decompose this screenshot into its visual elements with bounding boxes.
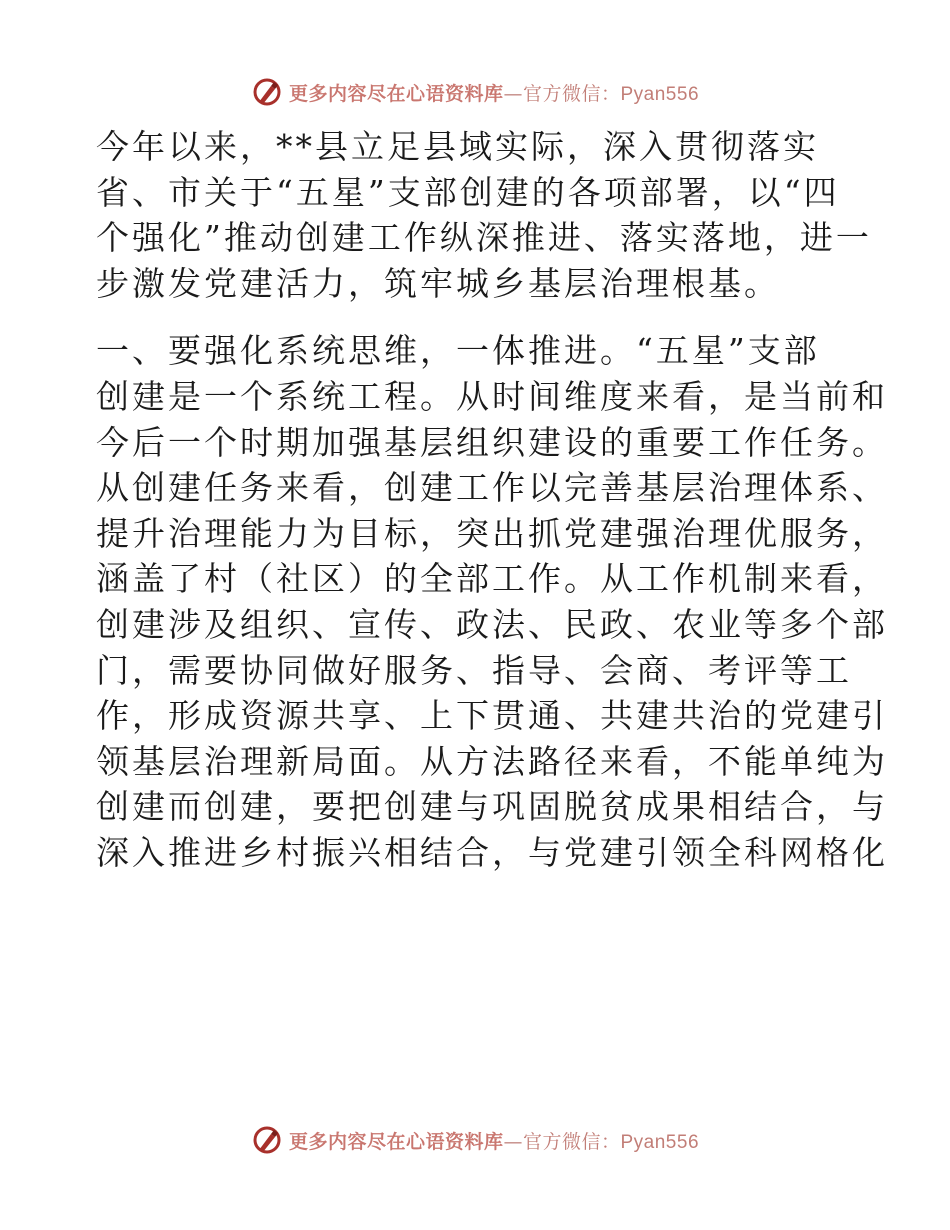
watermark-main: 更多内容尽在心语资料库: [288, 1130, 504, 1153]
text-line: 创建涉及组织、宣传、政法、民政、农业等多个部: [96, 604, 888, 644]
text-line: 今年以来，**县立足县域实际，深入贯彻落实: [96, 127, 819, 166]
header-watermark: [0, 72, 950, 112]
text-line: 一、要强化系统思维，一体推进。“五星”支部: [96, 331, 820, 371]
watermark-wechat-id: Pyan556: [620, 1131, 700, 1153]
text-line: 步激发党建活力，筑牢城乡基层治理根基。: [96, 263, 780, 303]
watermark-text: [289, 79, 699, 106]
watermark-main: 更多内容尽在心语资料库: [288, 82, 504, 105]
text-line: 创建是一个系统工程。从时间维度来看，是当前和: [96, 376, 888, 416]
text-line: 省、市关于“五星”支部创建的各项部署，以“四: [96, 172, 840, 212]
text-line: 提升治理能力为目标，突出抓党建强治理优服务，: [96, 513, 888, 553]
watermark-text: [289, 1127, 699, 1154]
pen-logo-icon: [251, 1124, 283, 1156]
text-line: 从创建任务来看，创建工作以完善基层治理体系、: [96, 468, 888, 508]
paragraph-section-1: [96, 328, 888, 875]
text-line: 今后一个时期加强基层组织建设的重要工作任务。: [96, 422, 888, 462]
pen-logo-icon: [251, 76, 283, 108]
watermark-wechat-label: 官方微信：: [522, 82, 621, 105]
text-line: 作，形成资源共享、上下贯通、共建共治的党建引: [96, 696, 888, 736]
watermark-wechat-id: Pyan556: [620, 83, 700, 105]
document-body: [96, 124, 888, 876]
watermark-separator: —: [503, 82, 523, 105]
text-line: 创建而创建，要把创建与巩固脱贫成果相结合，与: [96, 787, 888, 827]
text-line: 涵盖了村（社区）的全部工作。从工作机制来看，: [96, 559, 888, 599]
watermark-separator: —: [503, 1130, 523, 1153]
text-line: 门，需要协同做好服务、指导、会商、考评等工: [96, 650, 852, 690]
text-line: 个强化”推动创建工作纵深推进、落实落地，进一: [96, 218, 872, 258]
footer-watermark: [0, 1120, 950, 1160]
text-line: 深入推进乡村振兴相结合，与党建引领全科网格化: [96, 832, 888, 872]
paragraph-intro: [96, 124, 872, 306]
watermark-wechat-label: 官方微信：: [522, 1130, 621, 1153]
text-line: 领基层治理新局面。从方法路径来看，不能单纯为: [96, 741, 888, 781]
